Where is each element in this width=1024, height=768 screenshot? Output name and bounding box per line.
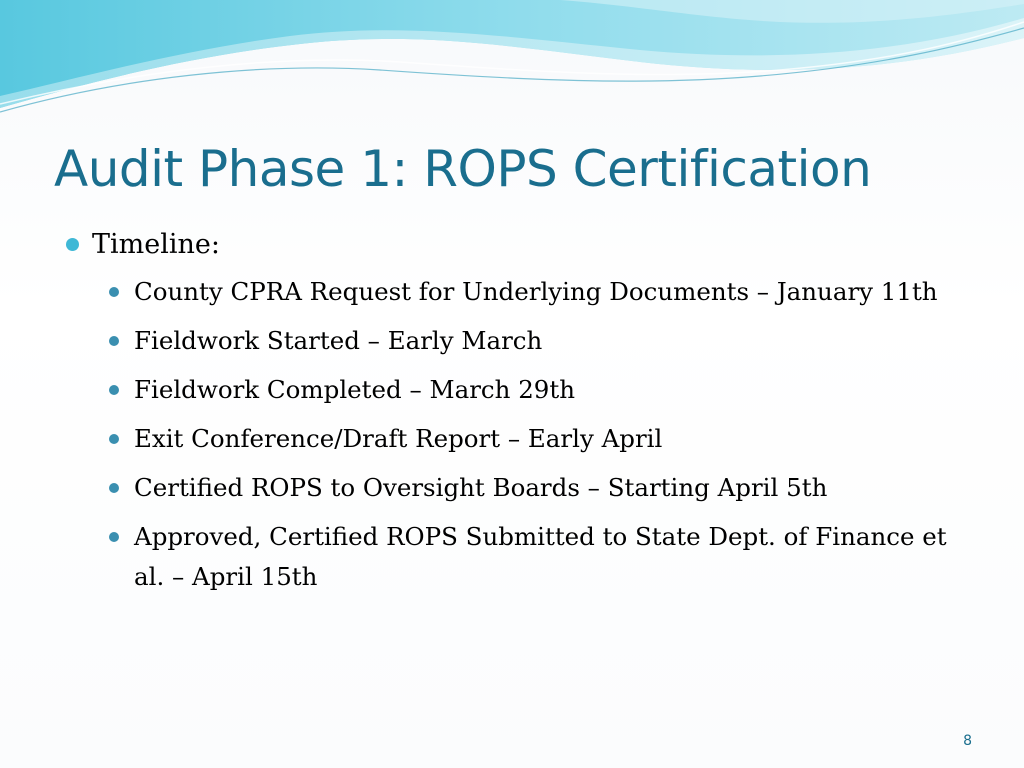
list-item-text: Fieldwork Started – Early March (134, 326, 543, 355)
bullet-level1-timeline (62, 226, 962, 264)
bullet-level1-text: Timeline: (92, 229, 220, 260)
list-item (104, 517, 962, 597)
bullet-dot-icon (109, 434, 119, 444)
bullet-dot-icon (109, 532, 119, 542)
header-wave-decoration (0, 0, 1024, 130)
list-item (104, 321, 962, 361)
slide-page-number: 8 (963, 733, 972, 749)
list-item-text: County CPRA Request for Underlying Documents – January 11th (134, 277, 938, 306)
list-item (104, 272, 962, 312)
list-item-text: Fieldwork Completed – March 29th (134, 375, 576, 404)
list-item-text: Certified ROPS to Oversight Boards – Starting April 5th (134, 473, 828, 502)
slide-title: Audit Phase 1: ROPS Certification (54, 140, 872, 198)
bullet-dot-icon (109, 336, 119, 346)
list-item-text: Exit Conference/Draft Report – Early April (134, 424, 663, 453)
bullet-dot-icon (66, 238, 79, 251)
list-item-text: Approved, Certified ROPS Submitted to State Dept. of Finance et al. – April 15th (134, 522, 947, 591)
bullet-dot-icon (109, 483, 119, 493)
list-item (104, 419, 962, 459)
list-item (104, 370, 962, 410)
bullet-dot-icon (109, 385, 119, 395)
slide-content (62, 226, 962, 606)
list-item (104, 468, 962, 508)
timeline-sub-list (62, 272, 962, 597)
bullet-dot-icon (109, 287, 119, 297)
